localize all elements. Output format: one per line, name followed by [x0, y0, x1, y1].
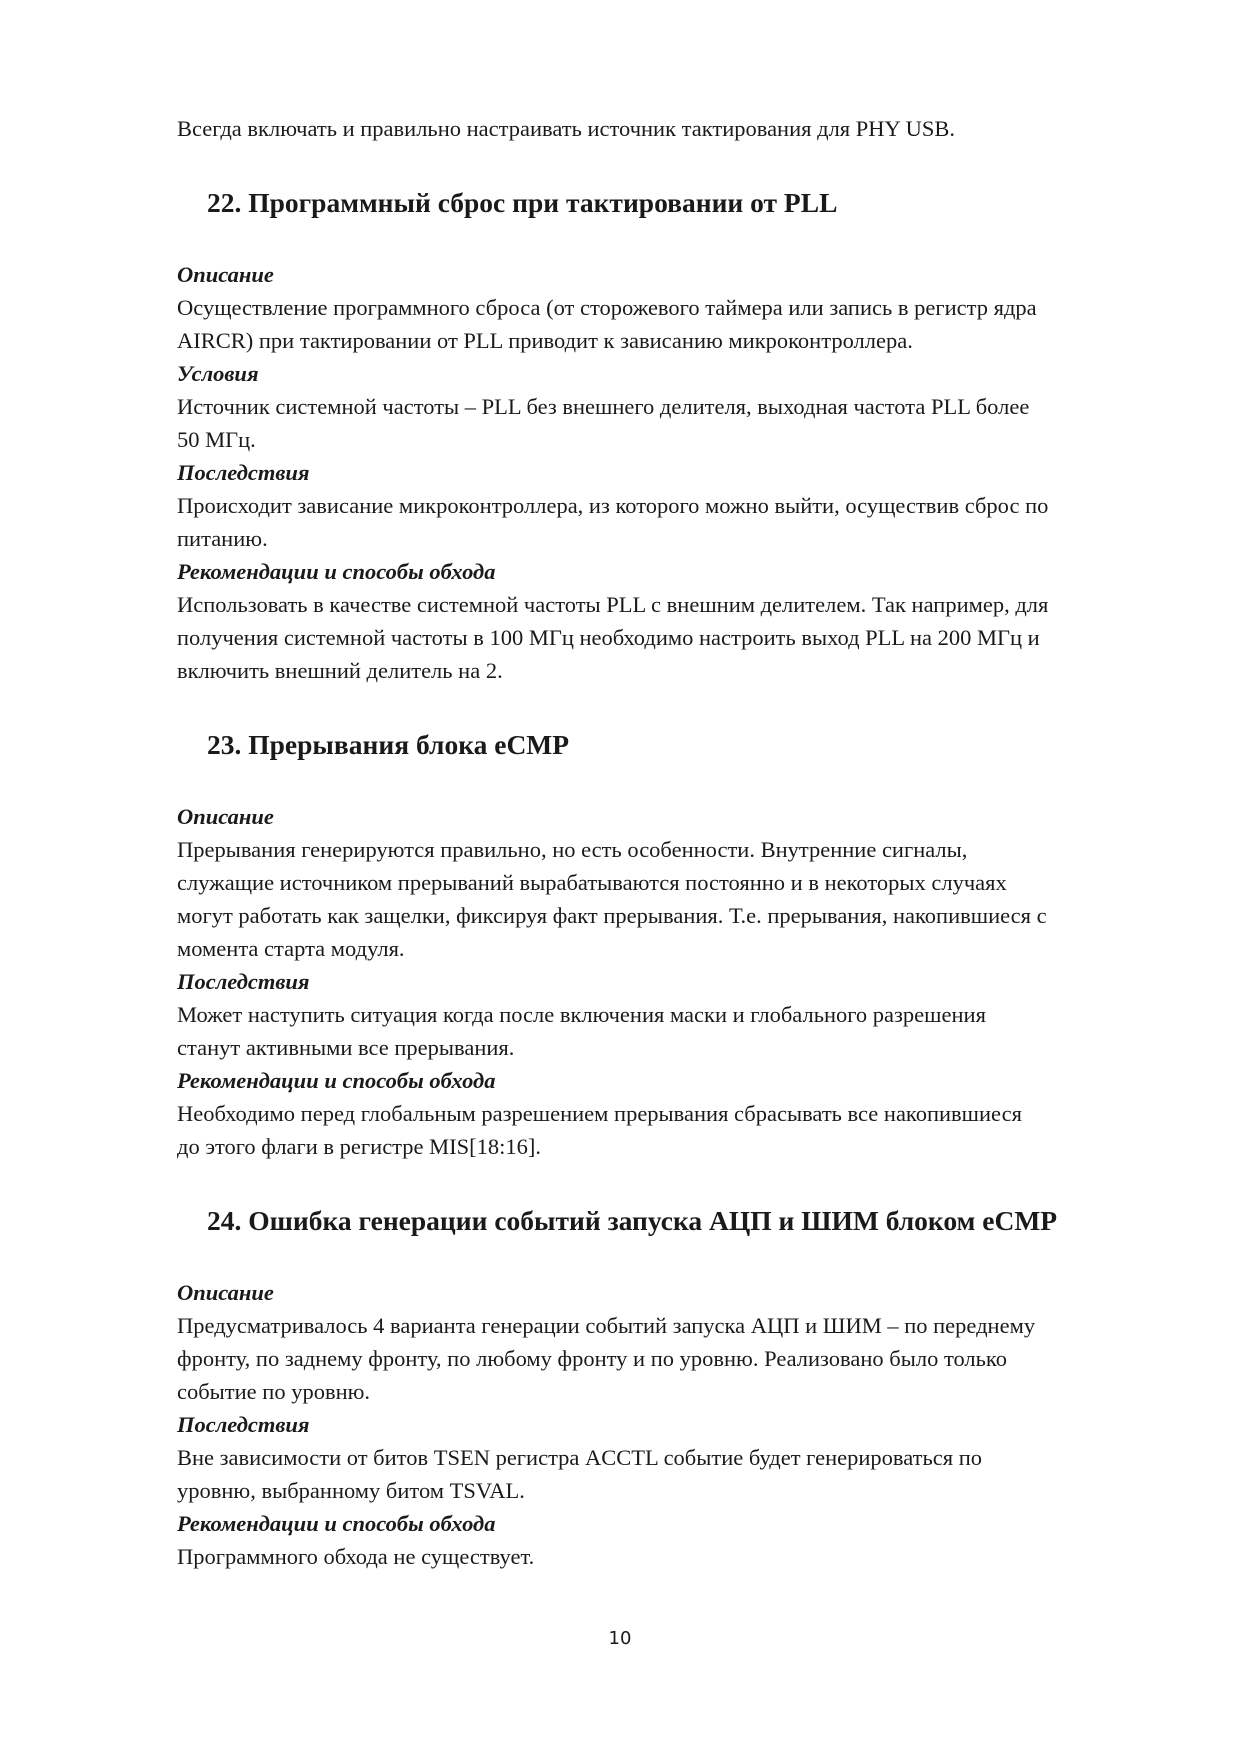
description-line: Прерывания генерируются правильно, но есть особенности. Внутренние сигналы, — [177, 837, 968, 862]
description-label: Описание — [177, 262, 274, 287]
consequences-label: Последствия — [177, 969, 310, 994]
section-heading: 24. Ошибка генерации событий запуска АЦП и ШИМ блоком eCMP — [207, 1205, 1058, 1236]
recommendations-line: включить внешний делитель на 2. — [177, 658, 503, 683]
recommendations-line: до этого флаги в регистре MIS[18:16]. — [177, 1134, 542, 1159]
recommendations-label: Рекомендации и способы обхода — [177, 1068, 496, 1093]
description-line: могут работать как защелки, фиксируя факт прерывания. Т.е. прерывания, накопившиеся с — [177, 903, 1047, 928]
conditions-label: Условия — [177, 361, 259, 386]
intro-paragraph: Всегда включать и правильно настраивать источник тактирования для PHY USB. — [177, 116, 955, 141]
recommendations-line: Использовать в качестве системной частоты PLL с внешним делителем. Так например, для — [177, 592, 1049, 617]
consequences-line: Происходит зависание микроконтроллера, из которого можно выйти, осуществив сброс по — [177, 493, 1049, 518]
section-22 — [177, 145, 1157, 687]
description-line: момента старта модуля. — [177, 936, 405, 961]
consequences-line: станут активными все прерывания. — [177, 1035, 515, 1060]
description-line: событие по уровню. — [177, 1379, 371, 1404]
description-line: Предусматривалось 4 варианта генерации событий запуска АЦП и ШИМ – по переднему — [177, 1313, 1036, 1338]
consequences-line: уровню, выбранному битом TSVAL. — [177, 1478, 525, 1503]
document-page — [177, 112, 1157, 1573]
description-line: AIRCR) при тактировании от PLL приводит к зависанию микроконтроллера. — [177, 328, 913, 353]
conditions-line: Источник системной частоты – PLL без внешнего делителя, выходная частота PLL более — [177, 394, 1030, 419]
section-24 — [177, 1163, 1157, 1573]
consequences-label: Последствия — [177, 1412, 310, 1437]
conditions-line: 50 МГц. — [177, 427, 256, 452]
description-line: Осуществление программного сброса (от сторожевого таймера или запись в регистр ядра — [177, 295, 1037, 320]
section-heading: 23. Прерывания блока eCMP — [207, 729, 570, 760]
recommendations-label: Рекомендации и способы обхода — [177, 559, 496, 584]
section-23 — [177, 687, 1157, 1163]
consequences-line: Может наступить ситуация когда после включения маски и глобального разрешения — [177, 1002, 986, 1027]
recommendations-line: Необходимо перед глобальным разрешением прерывания сбрасывать все накопившиеся — [177, 1101, 1022, 1126]
description-label: Описание — [177, 1280, 274, 1305]
section-heading: 22. Программный сброс при тактировании от PLL — [207, 187, 838, 218]
consequences-line: питанию. — [177, 526, 268, 551]
page-number: 10 — [608, 1628, 632, 1649]
consequences-line: Вне зависимости от битов TSEN регистра ACCTL событие будет генерироваться по — [177, 1445, 982, 1470]
recommendations-line: Программного обхода не существует. — [177, 1544, 535, 1569]
description-label: Описание — [177, 804, 274, 829]
recommendations-line: получения системной частоты в 100 МГц необходимо настроить выход PLL на 200 МГц и — [177, 625, 1040, 650]
description-line: служащие источником прерываний вырабатываются постоянно и в некоторых случаях — [177, 870, 1007, 895]
consequences-label: Последствия — [177, 460, 310, 485]
description-line: фронту, по заднему фронту, по любому фронту и по уровню. Реализовано было только — [177, 1346, 1007, 1371]
recommendations-label: Рекомендации и способы обхода — [177, 1511, 496, 1536]
